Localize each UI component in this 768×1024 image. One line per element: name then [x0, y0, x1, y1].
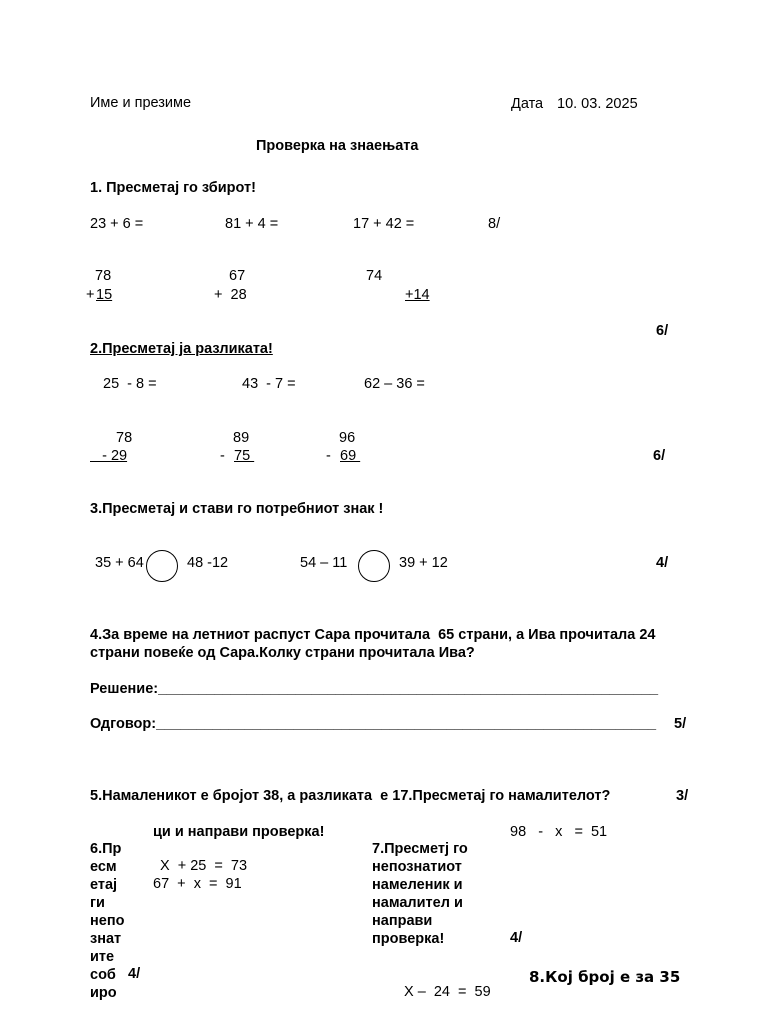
task6-equation-1: X + 25 = 73: [160, 858, 248, 874]
task2-equation-3: 62 – 36 =: [364, 376, 425, 392]
task2-column-2-bottom: 75: [234, 448, 255, 464]
task4-text-line-2: страни повеќе од Сара.Колку страни прочитала Ива?: [90, 645, 475, 661]
sign-circle-2[interactable]: [358, 550, 390, 582]
task7-equation-2: X – 24 = 59: [404, 984, 491, 1000]
task8-heading: 8.Кој број е за 35: [529, 968, 681, 986]
task4-solution-line: Решение:______________________________________________________________: [90, 681, 659, 697]
task1-column-2-bottom: + 28: [214, 287, 247, 303]
task1-column-1-bottom: 15: [96, 287, 113, 303]
task2-column-2-top: 89: [233, 430, 250, 446]
task6-heading-tail: ци и направи проверка!: [153, 824, 325, 840]
task1-equation-2: 81 + 4 =: [225, 216, 279, 232]
task7-points: 4/: [510, 930, 523, 946]
task3-right-2: 39 + 12: [399, 555, 448, 571]
task6-points: 4/: [128, 966, 141, 982]
task7-heading: 7.Пресметј го непознатиот намеленик и намалител и направи проверка!: [372, 841, 468, 947]
task3-left-1: 35 + 64: [95, 555, 144, 571]
task7-equation-1: 98 - x = 51: [510, 824, 608, 840]
task4-points: 5/: [674, 716, 687, 732]
page-title: Проверка на знаењата: [256, 138, 419, 154]
task2-column-3-bottom: 69: [340, 448, 361, 464]
task2-heading: 2.Пресметај ја разликата!: [90, 341, 273, 357]
task2-points: 6/: [653, 448, 666, 464]
task4-answer-line: Одговор:______________________________________________________________: [90, 716, 657, 732]
task6-heading-last: иро: [90, 985, 117, 1001]
task1-equation-1: 23 + 6 =: [90, 216, 144, 232]
date-label: Дата: [511, 96, 544, 112]
task3-points: 4/: [656, 555, 669, 571]
task1-column-3-bottom: +14: [405, 287, 430, 303]
task5-points: 3/: [676, 788, 689, 804]
task2-column-2-minus: -: [220, 448, 225, 464]
task1-equation-3: 17 + 42 =: [353, 216, 415, 232]
task1-column-1-plus: +: [86, 287, 95, 303]
sign-circle-1[interactable]: [146, 550, 178, 582]
name-label: Име и презиме: [90, 95, 192, 111]
task2-column-3-top: 96: [339, 430, 356, 446]
date-value: 10. 03. 2025: [557, 96, 638, 112]
task1-column-1-top: 78: [95, 268, 112, 284]
task1-heading: 1. Пресметај го збирот!: [90, 180, 256, 196]
task2-equation-1: 25 - 8 =: [103, 376, 157, 392]
task4-text-line-1: 4.За време на летниот распуст Сара прочитала 65 страни, а Ива прочитала 24: [90, 627, 656, 643]
task2-column-1-bottom: - 29: [90, 448, 128, 464]
task2-equation-2: 43 - 7 =: [242, 376, 296, 392]
task6-equation-2: 67 + x = 91: [153, 876, 242, 892]
task3-heading: 3.Пресметај и стави го потребниот знак !: [90, 501, 384, 517]
task2-column-3-minus: -: [326, 448, 331, 464]
task3-left-2: 54 – 11: [300, 555, 348, 571]
task6-heading-column: 6.Пр есм етај ги непо знат ите соб: [90, 841, 125, 983]
task3-right-1: 48 -12: [187, 555, 229, 571]
task1-points-a: 8/: [488, 216, 501, 232]
task1-points-b: 6/: [656, 323, 669, 339]
task5-text: 5.Намаленикот е бројот 38, а разликата е 17.Пресметај го намалителот?: [90, 788, 611, 804]
task2-column-1-top: 78: [116, 430, 133, 446]
task1-column-3-top: 74: [366, 268, 383, 284]
task1-column-2-top: 67: [229, 268, 246, 284]
